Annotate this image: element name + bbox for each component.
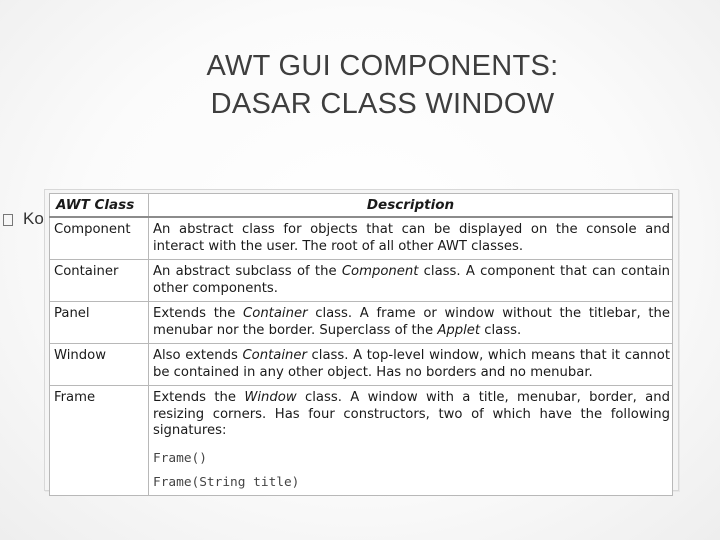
bullet-square-icon	[3, 214, 13, 226]
description-cell	[149, 302, 673, 344]
table-row	[50, 302, 673, 344]
awt-class-table	[49, 193, 673, 496]
slide-title-line-1: AWT GUI COMPONENTS:	[206, 50, 559, 82]
slide-title	[120, 47, 645, 123]
table-row	[50, 217, 673, 260]
emphasized-class-name: Container	[242, 348, 307, 363]
emphasized-class-name: Applet	[437, 322, 481, 338]
description-segment: class. A frame or window without the titlebar, the menubar nor the border. Superclass of the	[153, 306, 671, 338]
emphasized-class-name: Container	[243, 306, 308, 321]
table-row	[50, 344, 673, 386]
description-cell	[149, 386, 673, 496]
emphasized-class-name: Component	[341, 264, 419, 279]
description-cell	[149, 344, 673, 386]
description-cell	[149, 260, 673, 302]
constructor-signature: Frame()	[153, 450, 207, 466]
description-segment: Also extends	[153, 348, 243, 363]
description-text	[153, 306, 670, 339]
description-segment: Extends the	[153, 306, 244, 321]
description-segment: Extends the	[153, 390, 245, 405]
table-row	[50, 260, 673, 302]
description-text	[153, 264, 670, 297]
bullet-item	[3, 208, 44, 230]
bullet-text: Ko	[23, 209, 44, 228]
class-name-cell: Component	[50, 217, 149, 260]
class-name-cell: Container	[50, 260, 149, 302]
description-text	[153, 348, 670, 381]
class-name-cell: Panel	[50, 302, 149, 344]
class-name-cell: Frame	[50, 386, 149, 496]
description-segment: class. A component that can contain other components.	[153, 264, 670, 296]
description-text	[153, 390, 670, 440]
table-row	[50, 386, 673, 496]
description-segment: class.	[480, 322, 522, 338]
awt-class-table-frame	[44, 189, 679, 491]
column-header-description: Description	[149, 194, 673, 218]
slide-title-line-2: DASAR CLASS WINDOW	[210, 88, 555, 120]
constructor-signature: Frame(String title)	[153, 474, 300, 490]
description-segment: class. A top-level window, which means that it cannot be contained in any other object. Has no borders and no menubar.	[153, 348, 671, 380]
description-segment: An abstract class for objects that can be displayed on the console and interact with the user. The root of all other AWT classes.	[153, 222, 670, 254]
column-header-awt-class: AWT Class	[50, 194, 149, 218]
description-segment: An abstract subclass of the	[153, 264, 342, 279]
emphasized-class-name: Window	[244, 390, 297, 405]
table-header-row	[50, 194, 673, 218]
description-text	[153, 222, 670, 255]
description-cell	[149, 217, 673, 260]
description-segment: class. A window with a title, menubar, border, and resizing corners. Has four constructors, two of which have the following signatures:	[153, 390, 670, 438]
class-name-cell: Window	[50, 344, 149, 386]
